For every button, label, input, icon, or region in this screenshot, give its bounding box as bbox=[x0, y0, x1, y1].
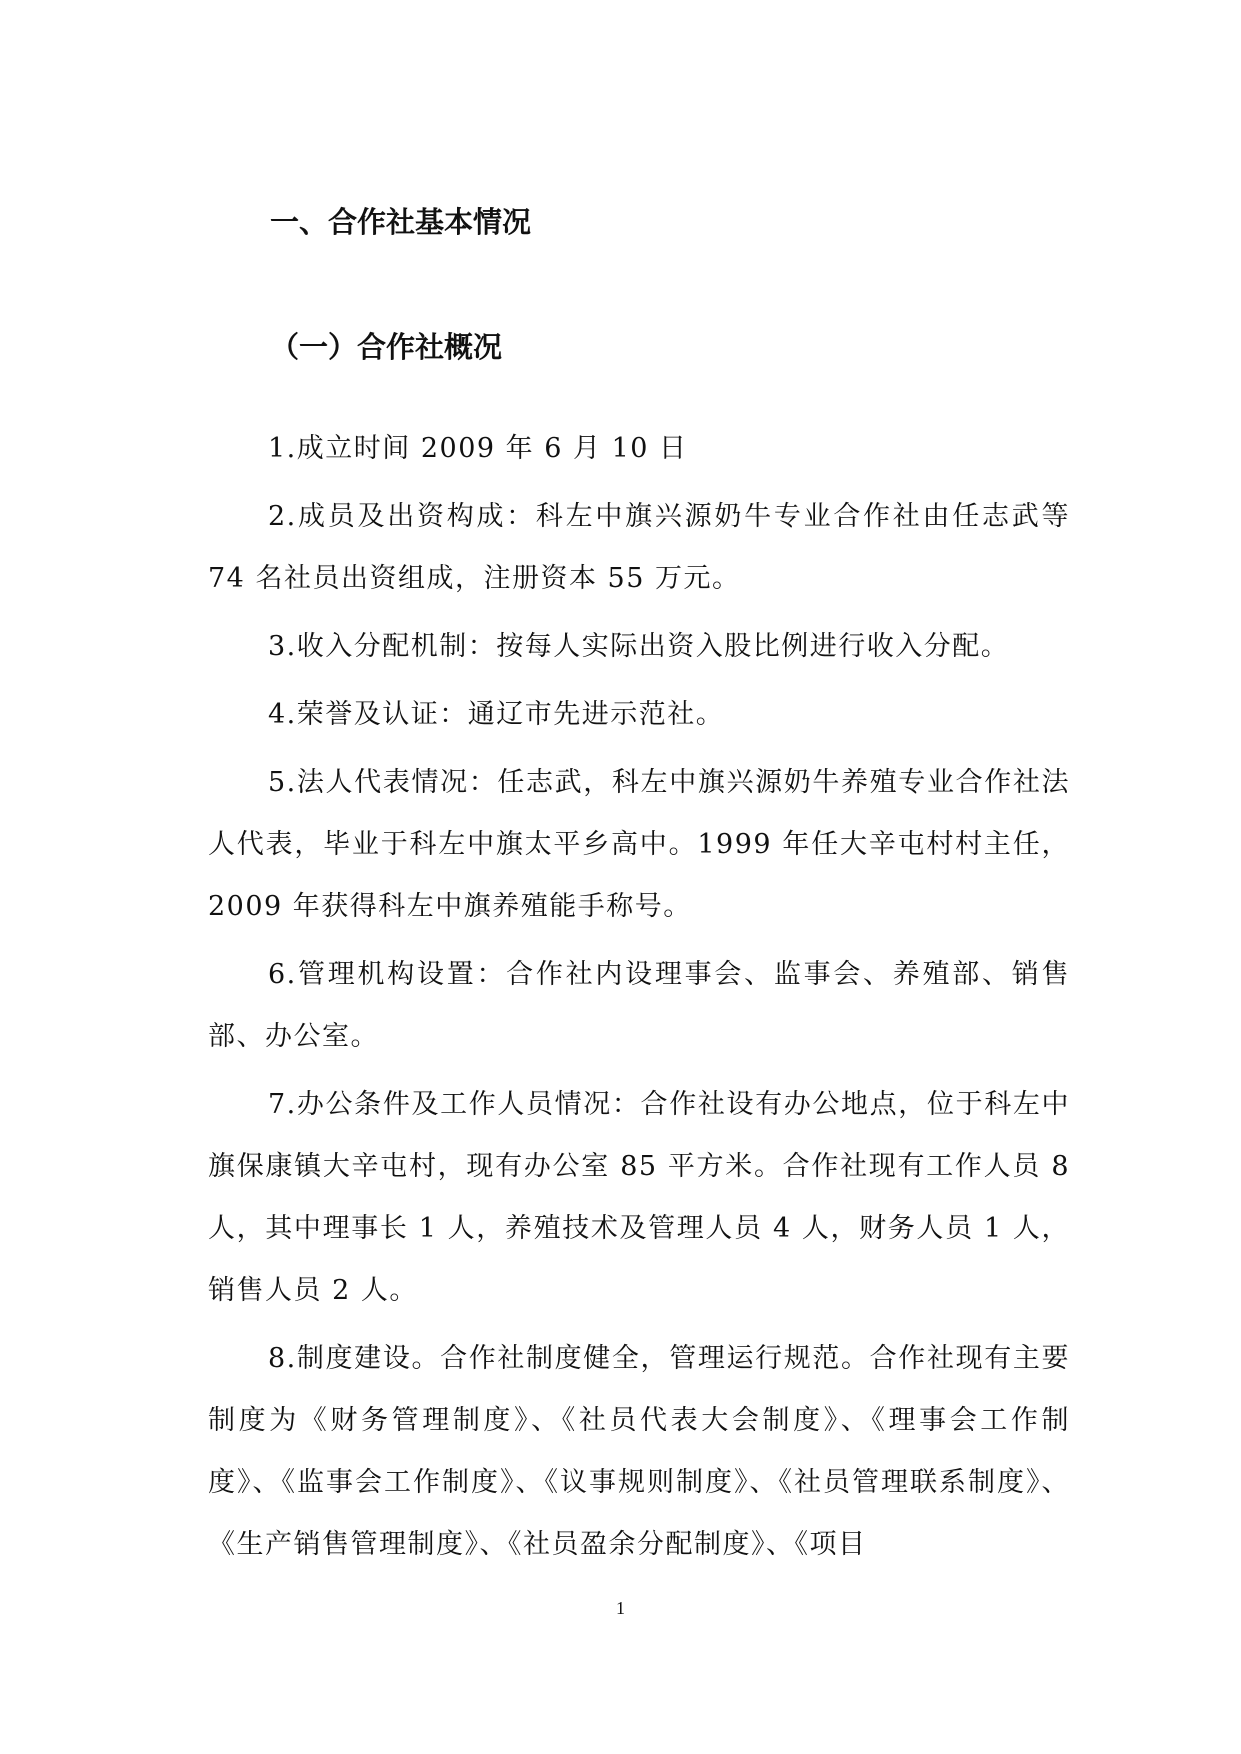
paragraph-legal-representative: 5.法人代表情况：任志武，科左中旗兴源奶牛养殖专业合作社法人代表，毕业于科左中旗太平乡高中。1999 年任大辛屯村村主任，2009 年获得科左中旗养殖能手称号。 bbox=[208, 767, 1070, 922]
paragraph-honors: 4.荣誉及认证：通辽市先进示范社。 bbox=[268, 699, 725, 730]
paragraph-management-structure: 6.管理机构设置：合作社内设理事会、监事会、养殖部、销售部、办公室。 bbox=[208, 959, 1070, 1052]
paragraph-income-distribution: 3.收入分配机制：按每人实际出资入股比例进行收入分配。 bbox=[268, 631, 1010, 662]
subsection-heading: （一）合作社概况 bbox=[270, 330, 503, 364]
paragraph-founding-date: 1.成立时间 2009 年 6 月 10 日 bbox=[268, 433, 688, 464]
section-heading: 一、合作社基本情况 bbox=[270, 205, 532, 239]
paragraph-office-staff: 7.办公条件及工作人员情况：合作社设有办公地点，位于科左中旗保康镇大辛屯村，现有办公室 85 平方米。合作社现有工作人员 8 人，其中理事长 1 人，养殖技术及管理人员 4 人，财务人员 1 人，销售人员 2 人。 bbox=[208, 1089, 1070, 1306]
paragraph-systems: 8.制度建设。合作社制度健全，管理运行规范。合作社现有主要制度为《财务管理制度》、《社员代表大会制度》、《理事会工作制度》、《监事会工作制度》、《议事规则制度》、《社员管理联系制度》、《生产销售管理制度》、《社员盈余分配制度》、《项目 bbox=[208, 1343, 1070, 1560]
page-number: 1 bbox=[616, 1598, 625, 1618]
body-text bbox=[208, 418, 1070, 1582]
paragraph-members-capital: 2.成员及出资构成：科左中旗兴源奶牛专业合作社由任志武等 74 名社员出资组成，注册资本 55 万元。 bbox=[208, 501, 1070, 594]
